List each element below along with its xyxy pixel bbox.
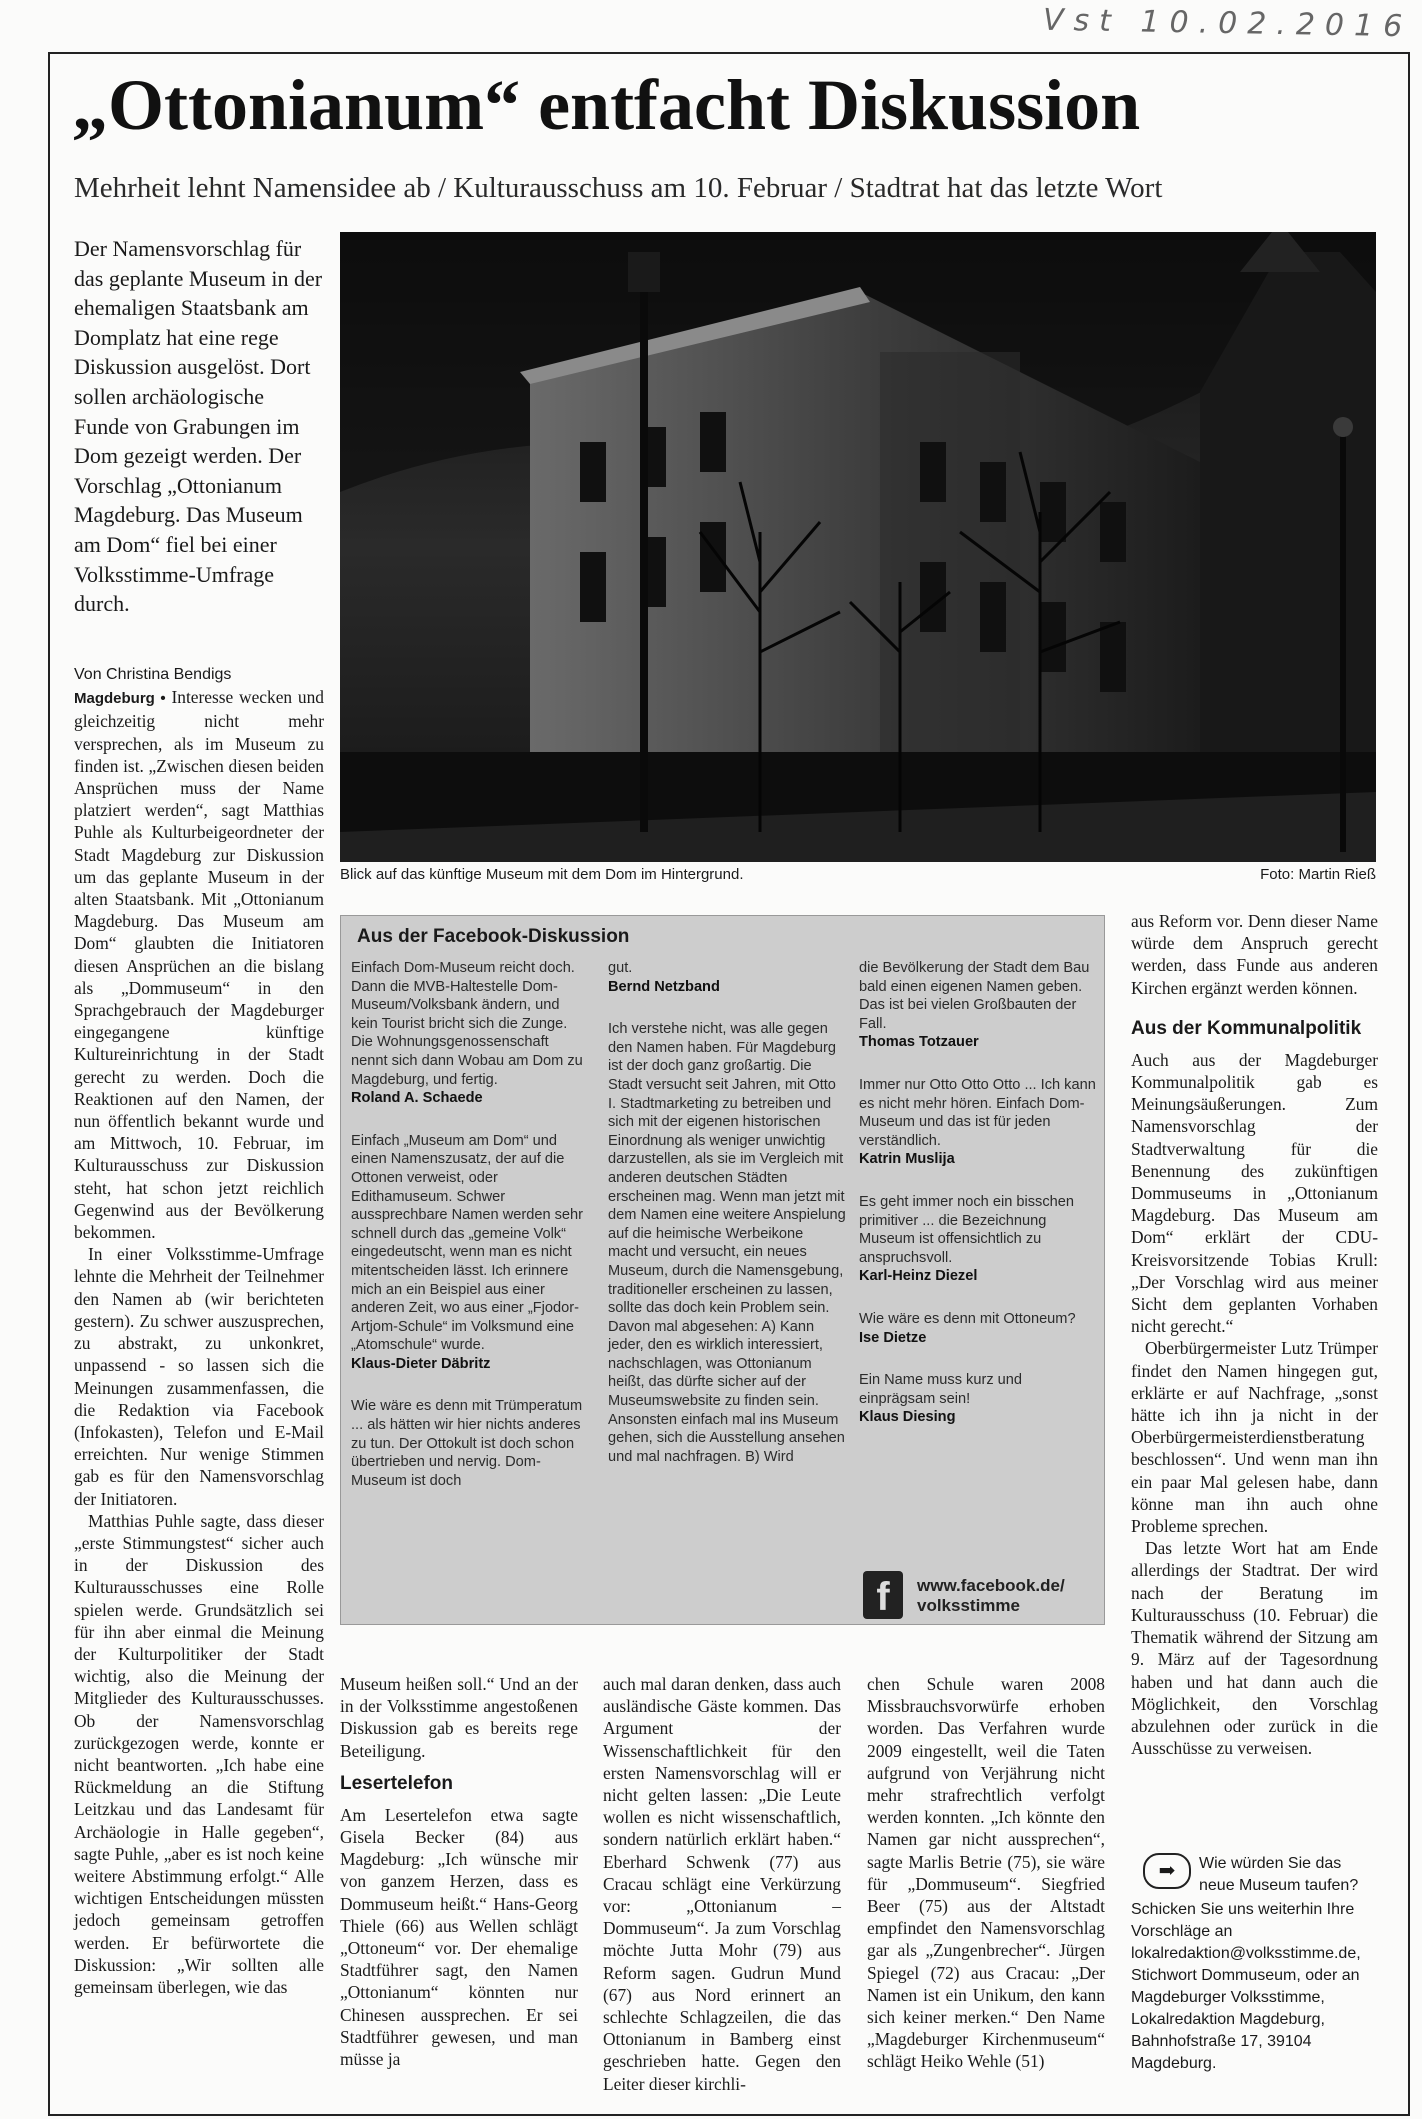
body-paragraph: chen Schule waren 2008 Missbrauchsvorwürfe erhoben worden. Das Verfahren wurde 2009 eingestellt, weil die Taten aufgrund von Verjährung nicht mehr strafrechtlich verfolgt werden konnten. „Ich könnte den Namen gar nicht aussprechen“, sagte Marlis Betrie (75), sie wäre für „Dommuseum“. Siegfried Beer (75) aus der Altstadt empfindet den Namensvorschlag gar als „Zungenbrecher“. Jürgen Spiegel (72) aus Cracau: „Der Namen ist ein Unikum, den kann sich keiner merken.“ Den Name „Magdeburger Kirchenmuseum“ schlägt Heiko Wehle (51) [867,1674,1105,2072]
facebook-comment: Wie wäre es denn mit Trümperatum ... als hätten wir hier nichts anderes zu tun. Der Ottokult ist doch schon übertrieben und nervig. Dom-Museum ist doch [351,1398,583,1489]
byline: Von Christina Bendigs [74,666,232,683]
article-headline: „Ottonianum“ entfacht Diskussion [72,65,1141,145]
facebook-comment: Immer nur Otto Otto Otto ... Ich kann es nicht mehr hören. Einfach Dom-Museum und das ist für jeden verständlich. [859,1076,1096,1149]
body-column-3 [603,1673,841,2095]
body-paragraph: aus Reform vor. Denn dieser Name würde dem Anspruch gerecht werden, dass Funde aus anderen Kirchen ergänzt werden können. [1131,911,1378,998]
handwritten-date-stamp: Vst 10.02.2016 [1042,2,1413,45]
body-paragraph: Auch aus der Magdeburger Kommunalpolitik gab es Meinungsäußerungen. Zum Namensvorschlag der Stadtverwaltung für die Benennung des zukünftigen Dommuseums in „Ottonianum Magdeburg. Das Museum am Dom“ erklärt der CDU-Kreisvorsitzende Tobias Krull: „Der Vorschlag wird aus meiner Sicht dem geplanten Vorhaben nicht gerecht.“ [1131,1049,1378,1337]
photo-credit: Foto: Martin Rieß [1260,866,1376,883]
facebook-url[interactable]: www.facebook.de/ volksstimme [917,1576,1065,1615]
section-heading-kommunalpolitik: Aus der Kommunalpolitik [1131,1017,1362,1039]
facebook-comment: die Bevölkerung der Stadt dem Bau bald einen eigenen Namen geben. Das ist bei vielen Großbauten der Fall. [859,960,1090,1032]
body-column-4 [867,1673,1105,2073]
body-paragraph: Matthias Puhle sagte, dass dieser „erste Stimmungstest“ sicher auch in der Diskussion des Kulturausschusses eine Rolle spielen werde. Grundsätzlich sei für ihn aber einmal die Meinung der Kulturpolitiker der Stadt wichtig, also die Meinung der Mitglieder des Kulturausschusses. Ob der Namensvorschlag zurückgezogen werde, konnte er nicht beantworten. „Ich habe eine Rückmeldung an die Stiftung Leitzkau und das Landesamt für Archäologie in Halle gegeben“, sagte Puhle, „aber es ist noch keine weitere Abstimmung erfolgt.“ Alle wichtigen Entscheidungen müssten jedoch gemeinsam getroffen werden. Er befürwortete die Diskussion: „Wir sollten alle gemeinsam überlegen, wie das [74,1510,324,1997]
body-paragraph: Oberbürgermeister Lutz Trümper findet den Namen hingegen gut, erklärte er auf Nachfrage, „sonst hätte ich ihn ja nicht in der Oberbürgermeisterdienstberatung beschlossen“. Und wenn man ihn ein paar Mal gelesen habe, dann könne man ihn auch ohne Probleme sprechen. [1131,1338,1378,1537]
body-paragraph: Am Lesertelefon etwa sagte Gisela Becker (84) aus Magdeburg: „Ich wünsche mir von ganzem Herzen, dass es Dommuseum heißt.“ Hans-Georg Thiele (66) aus Wellen schlägt „Ottoneum“ vor. Der ehemalige Stadtführer sagt, den Namen „Ottonianum“ könnten nur Chinesen aussprechen. Er sei Stadtführer gewesen, und man müsse ja [340,1804,578,2070]
museum-photo [340,232,1376,862]
body-column-5 [1131,910,1378,1759]
facebook-comment: Einfach „Museum am Dom“ und einen Namenszusatz, der auf die Ottonen verweist, oder Edithamuseum. Schwer aussprechbare Namen werden sehr schnell durch das „gemeine Volk“ eingedeutscht, wenn man es nicht mitentscheiden lässt. Ich erinnere mich an ein Beispiel aus einer anderen Zeit, wo aus einer „Fjodor-Artjom-Schule“ im Volksmund eine „Atomschule“ wurde. [351,1132,584,1354]
body-column-1 [74,664,324,1998]
facebook-comment-author: Thomas Totzauer [859,1034,979,1051]
facebook-comment-author: Karl-Heinz Diezel [859,1268,978,1285]
facebook-column-2 [608,959,846,1466]
facebook-comment: Wie wäre es denn mit Ottoneum? [859,1310,1076,1327]
facebook-comment: Ich verstehe nicht, was alle gegen den Namen haben. Für Magdeburg ist der doch ganz großartig. Die Stadt versucht seit Jahren, mit Otto I. Stadtmarketing zu betreiben und sich mit der eigenen historischen Einordnung als weniger unwichtig darzustellen, als sie im Vergleich mit anderen deutschen Städten erscheinen mag. Wenn man jetzt mit dem Namen eine weitere Anspielung auf die heimische Werbeikone macht und versucht, ein neues Museum, durch die Namensgebung, traditioneller erscheinen zu lassen, sollte das doch kein Problem sein. Davon mal abgesehen: A) Kann jeder, den es wirklich interessiert, nachschlagen, was Ottonianum heißt, das dürfte sicher auf der Museumswebsite zu finden sein. Ansonsten einfach mal ins Museum gehen, sich die Ausstellung ansehen und mal nachfragen. B) Wird [608,1021,846,1465]
cta-question: Wie würden Sie das neue Museum taufen? [1199,1855,1359,1894]
facebook-comment-author: Bernd Netzband [608,978,720,995]
facebook-column-3 [859,959,1097,1451]
arrow-right-icon: ➡ [1143,1853,1191,1889]
facebook-comment-author: Klaus-Dieter Däbritz [351,1355,491,1372]
article-subheadline: Mehrheit lehnt Namensidee ab / Kulturausschuss am 10. Februar / Stadtrat hat das letzte Wort [74,172,1163,204]
facebook-comment-author: Klaus Diesing [859,1409,956,1426]
facebook-comment-author: Roland A. Schaede [351,1090,483,1107]
body-paragraph: Museum heißen soll.“ Und an der in der Volksstimme angestoßenen Diskussion gab es bereits rege Beteiligung. [340,1674,578,1761]
cta-instructions: Schicken Sie uns weiterhin Ihre Vorschläge an lokalredaktion@volksstimme.de, Stichwort Dommuseum, oder an Magdeburger Volksstimme, Lokalredaktion Magdeburg, Bahnhofstraße 17, 39104 Magdeburg. [1131,1901,1361,2072]
body-column-2 [340,1673,578,2070]
section-heading-lesertelefon: Lesertelefon [340,1772,453,1794]
facebook-comment: gut. [608,960,633,976]
reader-call-to-action [1131,1853,1378,2075]
facebook-column-1 [351,959,589,1490]
body-paragraph: Magdeburg • Interesse wecken und gleichzeitig nicht mehr versprechen, als im Museum zu finden ist. „Zwischen diesen beiden Ansprüchen muss der Name platziert werden“, sagt Matthias Puhle als Kulturbeigeordneter der Stadt Magdeburg zur Diskussion um das geplante Museum in der alten Staatsbank. Mit „Ottonianum Magdeburg. Das Museum am Dom“ glaubten die Initiatoren diesen Ansprüchen an die bislang als „Dommuseum“ in den Sprachgebrauch der Magdeburger eingegangene künftige Kultureinrichtung in der Stadt gerecht zu werden. Doch die Reaktionen auf den Namen, der nun öffentlich bekannt wurde und am Mittwoch, 10. Februar, im Kulturausschuss zur Diskussion steht, hat schon jetzt reichlich Gegenwind aus der Bevölkerung bekommen. [74,687,324,1243]
facebook-icon: f [863,1571,903,1619]
facebook-comment-author: Ise Dietze [859,1329,927,1346]
facebook-comment-author: Katrin Muslija [859,1151,955,1168]
body-paragraph: In einer Volksstimme-Umfrage lehnte die Mehrheit der Teilnehmer den Namen ab (wir berichteten gestern). Zu schwer auszusprechen, zu abstrakt, zu unkonkret, unpassend - so lassen sich die Meinungen zusammenfassen, die die Redaktion via Facebook (Infokasten), Telefon und E-Mail erreichten. Nur wenige Stimmen gab es für den Namensvorschlag der Initiatoren. [74,1244,324,1509]
facebook-comment: Einfach Dom-Museum reicht doch. Dann die MVB-Haltestelle Dom-Museum/Volksbank ändern, und kein Tourist bricht sich die Zunge. Die Wohnungsgenossenschaft nennt sich dann Wobau am Dom zu Magdeburg, und fertig. [351,960,583,1088]
dateline: Magdeburg • [74,690,166,708]
facebook-discussion-box [340,915,1105,1625]
facebook-comment: Ein Name muss kurz und einprägsam sein! [859,1372,1023,1407]
lead-paragraph: Der Namensvorschlag für das geplante Museum in der ehemaligen Staatsbank am Domplatz hat eine rege Diskussion ausgelöst. Dort sollen archäologische Funde von Grabungen im Dom gezeigt werden. Der Vorschlag „Ottonianum Magdeburg. Das Museum am Dom“ fiel bei einer Volksstimme-Umfrage durch. [74,236,323,617]
museum-photo-illustration [340,232,1376,862]
photo-caption: Blick auf das künftige Museum mit dem Dom im Hintergrund. [340,866,744,883]
photo-caption-bar [340,866,1376,888]
facebook-comment: Es geht immer noch ein bisschen primitiver ... die Bezeichnung Museum ist offensichtlich zu anspruchsvoll. [859,1193,1074,1266]
body-paragraph: auch mal daran denken, dass auch ausländische Gäste kommen. Das Argument der Wissenschaftlichkeit für den ersten Namensvorschlag will er nicht gelten lassen: „Die Leute wollen es nicht wissenschaftlich, sondern natürlich erklärt haben.“ Eberhard Schwenk (77) aus Cracau schlägt eine Verkürzung vor: „Ottonianum – Dommuseum“. Ja zum Vorschlag möchte Jutta Mohr (79) aus Reform sagen. Gudrun Mund (67) aus Nord erinnert an schlechte Schlagzeilen, die das Ottonianum in Bamberg einst geschrieben hatte. Gegen den Leiter dieser kirchli- [603,1674,841,2094]
body-paragraph: Das letzte Wort hat am Ende allerdings der Stadtrat. Der wird nach der Beratung im Kulturausschuss (10. Februar) die Thematik während der Sitzung am 9. März auf der Tagesordnung haben und hat dann auch die Möglichkeit, den Vorschlag abzulehnen oder zurück in die Ausschüsse zu verweisen. [1131,1538,1378,1759]
facebook-box-title: Aus der Facebook-Diskussion [357,926,630,947]
